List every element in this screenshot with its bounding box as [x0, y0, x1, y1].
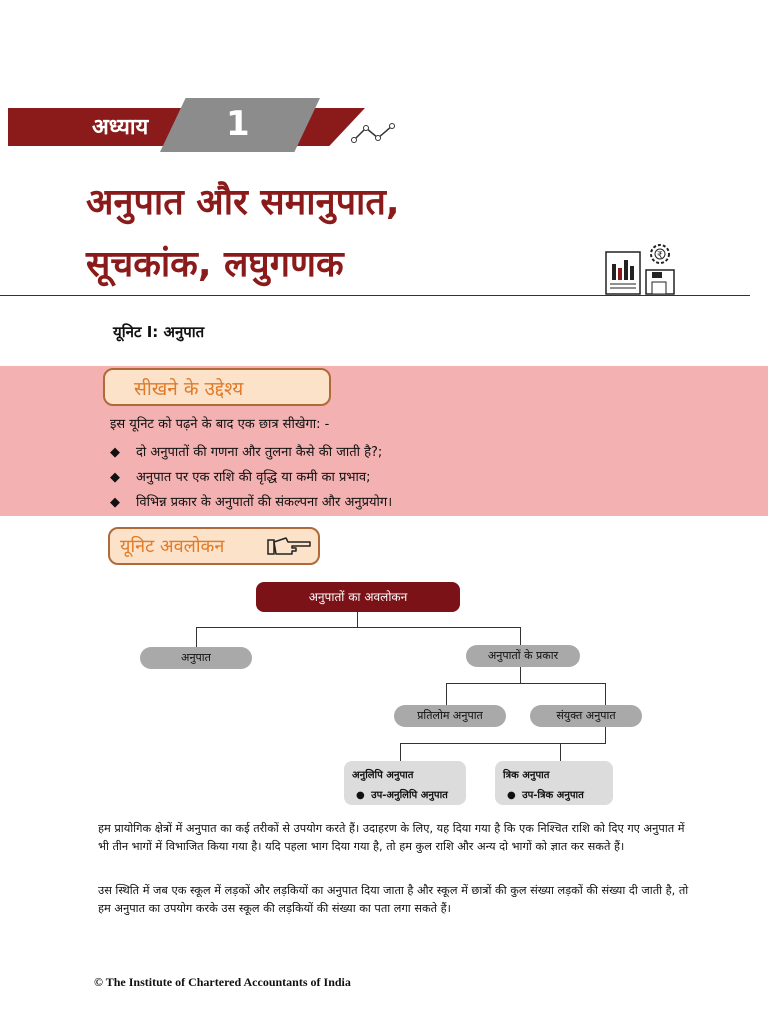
pointing-hand-icon — [266, 534, 312, 558]
rupee-icon: ₹ — [657, 251, 663, 261]
connector-line — [605, 726, 606, 744]
connector-line — [560, 743, 561, 763]
chapter-title-line1: अनुपात और समानुपात, — [86, 182, 400, 223]
bullet-dot-icon: ● — [356, 790, 372, 801]
connector-line — [357, 612, 358, 628]
overview-badge-label: यूनिट अवलोकन — [120, 536, 225, 557]
chapter-number: 1 — [226, 104, 250, 144]
compound-ratio-node: संयुक्त अनुपात — [530, 705, 642, 727]
connector-line — [400, 743, 401, 763]
duplicate-ratio-sub — [352, 787, 458, 801]
objectives-badge-label: सीखने के उद्देश्य — [134, 378, 244, 400]
bullet-dot-icon: ● — [507, 790, 523, 801]
objectives-intro: इस यूनिट को पढ़ने के बाद एक छात्र सीखेगा: - — [110, 417, 330, 432]
line-graph-icon — [350, 120, 398, 146]
connector-line — [520, 666, 521, 684]
body-paragraph: हम प्रायोगिक क्षेत्रों में अनुपात का कई तरीकों से उपयोग करते हैं। उदाहरण के लिए, यह दिया गया है कि एक निश्चित राशि को दिए गए अनुपात में भी तीन भागों में विभाजित किया गया है। यदि पहला भाग दिया गया है, तो हम कुल राशि और अन्य दो भागों को ज्ञात कर सकते हैं। — [98, 822, 685, 853]
objective-text: दो अनुपातों की गणना और तुलना कैसे की जाती है?; — [136, 445, 383, 460]
gear-icon — [651, 245, 669, 263]
triplicate-ratio-sub-text: उप-त्रिक अनुपात — [522, 790, 584, 801]
objective-text: विभिन्न प्रकार के अनुपातों की संकल्पना और अनुप्रयोग। — [136, 495, 393, 510]
connector-line — [196, 627, 520, 628]
connector-line — [400, 743, 606, 744]
copyright-footer: © The Institute of Chartered Accountants of India — [94, 975, 351, 989]
inverse-ratio-node: प्रतिलोम अनुपात — [394, 705, 506, 727]
triplicate-ratio-sub — [503, 787, 605, 801]
connector-line — [446, 683, 447, 705]
unit-heading: यूनिट I: अनुपात — [113, 323, 205, 341]
objective-item — [110, 442, 382, 460]
triplicate-ratio-title: त्रिक अनुपात — [503, 770, 550, 781]
connector-line — [446, 683, 606, 684]
duplicate-ratio-sub-text: उप-अनुलिपि अनुपात — [371, 790, 448, 801]
connector-line — [196, 627, 197, 647]
chapter-title — [86, 172, 400, 296]
save-document-icon — [646, 270, 674, 294]
bullet-diamond-icon: ◆ — [110, 470, 120, 485]
types-of-ratios-node: अनुपातों के प्रकार — [466, 645, 580, 667]
bar-chart-document-icon — [604, 240, 678, 298]
chapter-label: अध्याय — [92, 115, 149, 140]
duplicate-ratio-card — [344, 761, 466, 805]
title-divider — [0, 295, 750, 296]
objective-text: अनुपात पर एक राशि की वृद्धि या कमी का प्रभाव; — [136, 470, 371, 485]
bullet-diamond-icon: ◆ — [110, 445, 120, 460]
body-paragraph: उस स्थिति में जब एक स्कूल में लड़कों और लड़कियों का अनुपात दिया जाता है और स्कूल में छात्रों की कुल संख्या लड़कों की संख्या दी जाती है, तो हम अनुपात का उपयोग करके उस स्कूल की लड़कियों की संख्या का पता लगा सकते हैं। — [98, 884, 689, 915]
connector-line — [520, 627, 521, 647]
overview-root-node: अनुपातों का अवलोकन — [256, 582, 460, 612]
bullet-diamond-icon: ◆ — [110, 495, 120, 510]
objective-item — [110, 492, 392, 510]
ratio-node: अनुपात — [140, 647, 252, 669]
duplicate-ratio-title: अनुलिपि अनुपात — [352, 770, 414, 781]
objective-item — [110, 467, 371, 485]
triplicate-ratio-card — [495, 761, 613, 805]
connector-line — [605, 683, 606, 705]
chapter-title-line2: सूचकांक, लघुगणक — [86, 244, 344, 285]
